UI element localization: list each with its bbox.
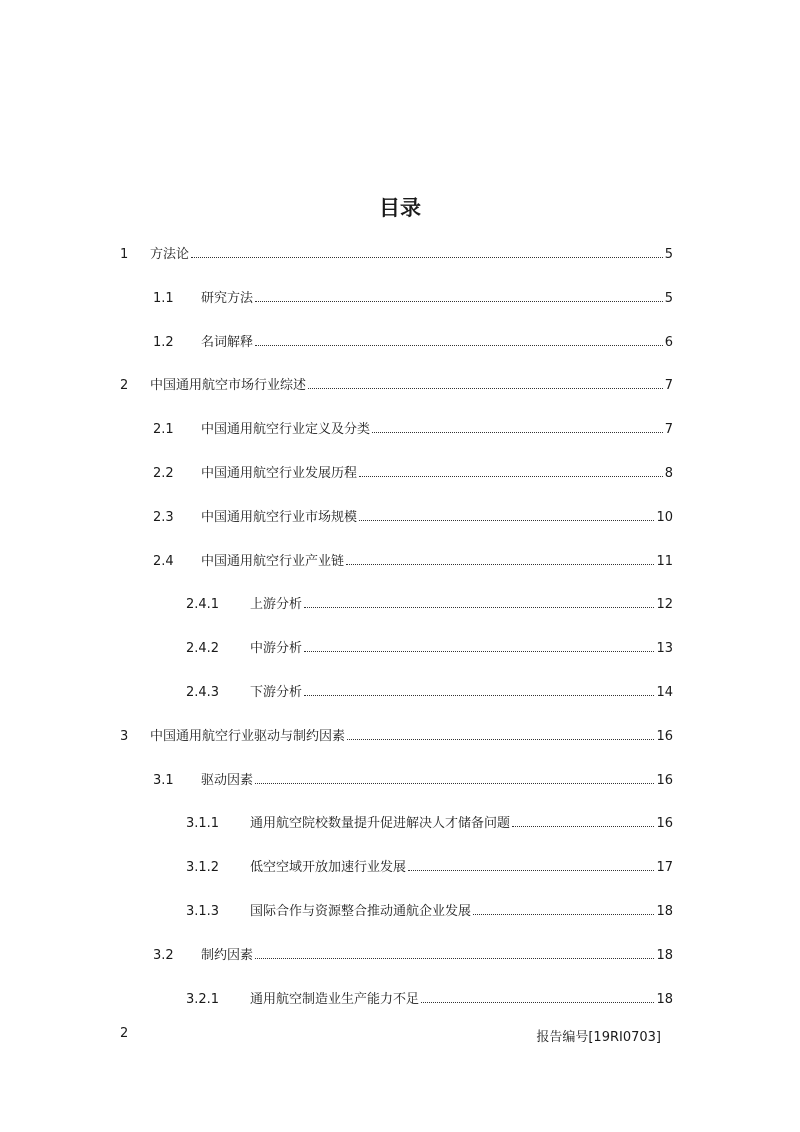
- toc-entry-number: 2.4.1: [186, 597, 220, 613]
- toc-entry[interactable]: [186, 983, 673, 1007]
- toc-entry-page: 11: [656, 553, 673, 569]
- toc-entry-label: 名词解释: [201, 334, 254, 350]
- toc-dot-leader: [308, 387, 663, 389]
- toc-entry[interactable]: [120, 369, 673, 393]
- toc-entry-label: 通用航空制造业生产能力不足: [250, 991, 420, 1007]
- toc-entry-page: 18: [656, 991, 673, 1007]
- toc-entry-page: 5: [664, 290, 673, 306]
- toc-entry-number: 2.4: [153, 553, 174, 569]
- toc-dot-leader: [255, 344, 663, 346]
- report-id: 报告编号[19RI0703]: [536, 1030, 661, 1045]
- toc-dot-leader: [191, 256, 663, 258]
- toc-entry-label: 研究方法: [201, 290, 254, 306]
- toc-entry-number: 3.2.1: [186, 991, 220, 1007]
- toc-entry[interactable]: [153, 413, 673, 437]
- toc-dot-leader: [408, 869, 654, 871]
- toc-dot-leader: [255, 782, 654, 784]
- toc-entry-number: 2.1: [153, 422, 174, 438]
- toc-entry[interactable]: [186, 895, 673, 919]
- toc-entry-number: 2.2: [153, 466, 174, 481]
- toc-dot-leader: [359, 519, 654, 521]
- toc-entry-page: 18: [656, 904, 673, 919]
- toc-dot-leader: [346, 563, 654, 565]
- toc-entry-page: 18: [656, 947, 673, 963]
- toc-entry-page: 14: [656, 685, 673, 700]
- toc-entry-page: 12: [656, 597, 673, 613]
- toc-entry-page: 5: [664, 247, 673, 262]
- toc-entry-number: 3.1.3: [186, 904, 220, 919]
- toc-entry[interactable]: [153, 457, 673, 481]
- toc-entry-number: 3.1.2: [186, 860, 220, 876]
- toc-entry-label: 中国通用航空行业发展历程: [201, 466, 358, 481]
- toc-entry-label: 上游分析: [250, 597, 303, 613]
- toc-dot-leader: [304, 606, 654, 608]
- toc-entry[interactable]: [120, 720, 673, 744]
- toc-entry-page: 16: [656, 816, 673, 832]
- toc-entry[interactable]: [186, 676, 673, 700]
- page-number: 2: [120, 1026, 129, 1041]
- toc-entry-number: 2: [120, 378, 129, 394]
- toc-entry[interactable]: [153, 501, 673, 525]
- toc-entry-number: 1.1: [153, 290, 174, 306]
- toc-entry[interactable]: [153, 939, 673, 963]
- toc-entry[interactable]: [186, 632, 673, 656]
- toc-entry[interactable]: [186, 807, 673, 831]
- toc-entry[interactable]: [120, 238, 673, 262]
- toc-entry-number: 2.4.2: [186, 641, 220, 657]
- toc-entry[interactable]: [153, 545, 673, 569]
- toc-entry[interactable]: [186, 851, 673, 875]
- toc-entry-page: 17: [656, 860, 673, 876]
- toc-entry-number: 3.1: [153, 772, 174, 788]
- toc-entry-label: 制约因素: [201, 947, 254, 963]
- toc-entry-label: 中国通用航空市场行业综述: [150, 378, 307, 394]
- toc-dot-leader: [372, 431, 663, 433]
- toc-entry-label: 中国通用航空行业市场规模: [201, 509, 358, 525]
- toc-entry-label: 中游分析: [250, 641, 303, 657]
- toc-entry-label: 中国通用航空行业定义及分类: [201, 422, 371, 438]
- toc-entry[interactable]: [186, 588, 673, 612]
- toc-entry-label: 低空空域开放加速行业发展: [250, 860, 407, 876]
- toc-entry[interactable]: [153, 326, 673, 350]
- toc-entry-page: 16: [656, 772, 673, 788]
- toc-dot-leader: [347, 738, 654, 740]
- toc-entry-label: 中国通用航空行业驱动与制约因素: [150, 728, 346, 744]
- toc-entry-number: 2.3: [153, 509, 174, 525]
- toc-dot-leader: [304, 694, 654, 696]
- toc-entry-page: 6: [664, 334, 673, 350]
- toc-entry-page: 10: [656, 509, 673, 525]
- toc-entry-page: 16: [656, 728, 673, 744]
- toc-entry-label: 方法论: [150, 247, 190, 262]
- toc-entry-label: 下游分析: [250, 685, 303, 700]
- toc-entry-page: 7: [664, 378, 673, 394]
- toc-title: 目录: [379, 196, 421, 220]
- toc-dot-leader: [359, 475, 663, 477]
- toc-entry-page: 8: [664, 466, 673, 481]
- toc-entry-number: 3.2: [153, 947, 174, 963]
- toc-entry-label: 通用航空院校数量提升促进解决人才储备问题: [250, 816, 511, 832]
- toc-entry[interactable]: [153, 764, 673, 788]
- toc-entry-page: 13: [656, 641, 673, 657]
- toc-entry-label: 中国通用航空行业产业链: [201, 553, 345, 569]
- toc-dot-leader: [304, 650, 654, 652]
- toc-dot-leader: [421, 1001, 654, 1003]
- toc-entry-number: 2.4.3: [186, 685, 220, 700]
- toc-entry-label: 国际合作与资源整合推动通航企业发展: [250, 904, 472, 919]
- toc-dot-leader: [255, 300, 663, 302]
- toc-dot-leader: [512, 825, 654, 827]
- toc-entry-label: 驱动因素: [201, 772, 254, 788]
- toc-entry-page: 7: [664, 422, 673, 438]
- toc-entry[interactable]: [153, 282, 673, 306]
- toc-dot-leader: [255, 957, 654, 959]
- toc-entry-number: 3: [120, 728, 129, 744]
- toc-entry-number: 1.2: [153, 334, 174, 350]
- toc-entry-number: 1: [120, 247, 129, 262]
- toc-entry-number: 3.1.1: [186, 816, 220, 832]
- toc-dot-leader: [473, 913, 654, 915]
